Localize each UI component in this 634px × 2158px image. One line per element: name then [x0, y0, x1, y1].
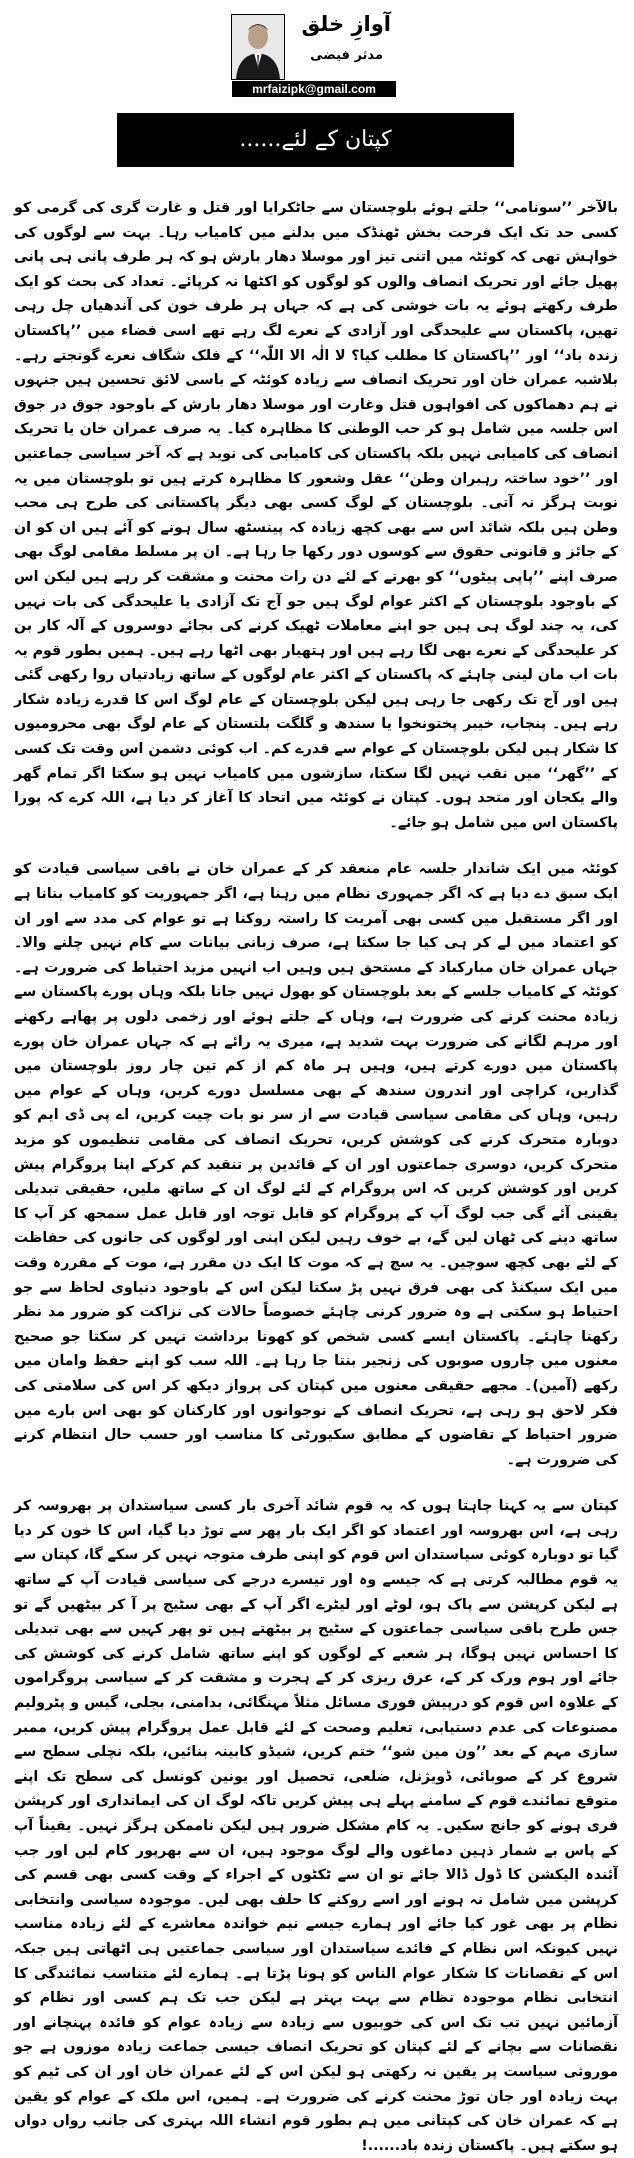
article-body [14, 196, 618, 2158]
paragraph: کپتان سے یہ کہنا چاہتا ہوں کہ یہ قوم شائد آخری بار کسی سیاستدان پر بھروسہ کر رہی ہے، اس بھروسہ اور اعتماد کو اگر ایک بار پھر سے توڑ دیا گیا، اس کا خون کر دیا گیا تو دوبارہ کوئی سیاستدان اس قوم کو اپنی طرف متوجہ نہیں کر سکے گا، کپتان سے یہ قوم مطالبہ کرتی ہے کہ جیسے وہ اور تیسرے درجے کی سیاسی قیادت آپ کے ساتھ ہے لیکن کرپشن سے پاک ہو، لوٹے اور لیٹرے اگر آپ کے بھی سٹیج پر آ کر بیٹھیں گے تو جس طرح باقی سیاسی جماعتوں کے سٹیج پر بیٹھتے ہیں تو پھر کہیں سے بھی تبدیلی کا احساس نہیں ہوگا، ہر شعبے کے لوگوں کو اپنے ساتھ شامل کرنے کی کوشش کی جائے اور ہوم ورک کر کے، عرق ریزی کر کے ہجرت و مشقت کر کے سیاسی پروگراموں کے علاوہ اس قوم کو درپیش فوری مسائل مثلاً مہنگائی، بدامنی، بجلی، گیس و پٹرولیم مصنوعات کی عدم دستیابی، تعلیم وصحت کے لئے قابل عمل پروگرام پیش کریں، ممبر سازی مہم کے بعد ’’ون مین شو‘‘ ختم کریں، شیڈو کابینہ بنائیں، بلکہ نچلی سطح سے شروع کر کے صوبائی، ڈویژنل، ضلعی، تحصیل اور یونین کونسل کی سطح تک اپنے متوقع نمائندے قوم کے سامنے پہلے ہی پیش کریں تاکہ لوگ ان کی ایمانداری اور کرپشن فری ہونے کو جانچ سکیں۔ یہ کام مشکل ضرور ہیں لیکن ناممکن ہرگز نہیں۔ یقیناً آپ کے پاس بے شمار ذہین دماغوں والے لوگ موجود ہیں، ان سے بھرپور کام لیں اور جب آئندہ الیکشن کا ڈول ڈالا جائے تو ان سے ٹکٹوں کے اجراء کے وقت کسی بھی قسم کی کرپشن میں شامل نہ ہونے اور اسے روکنے کا حلف بھی لیں۔ موجودہ سیاسی وانتخابی نظام پر بھی غور کیا جائے اور ہمارے جیسے نیم خواندہ معاشرے کے لئے زیادہ مناسب نہیں کیونکہ اس نظام کے فائدے سیاستدان اور سیاسی جماعتیں ہی اٹھاتی ہیں جبکہ اس کے نقصانات کا شکار عوام الناس کو ہونا پڑتا ہے۔ ہمارے لئے متناسب نمائندگی کا انتخابی نظام موجودہ نظام سے بہت بہتر ہے لیکن جب تک ہم کسی اور نظام کو آزمائیں نہیں تب تک اس کی خوبیوں سے زیادہ سے زیادہ عوام کو فائدہ پہنچانے اور نقصانات سے بچانے کے لئے کپتان کو تحریک انصاف جیسی جماعت زیادہ موزوں ہے جو موروثی سیاست پر یقین نہ رکھتی ہو لیکن اس کے لئے عمران خان اور ان کی ٹیم کو بہت زیادہ اور جان توڑ محنت کرنے کی ضرورت ہے۔ ہمیں، اس ملک کے عوام کو یقین ہے کہ عمران خان کی کپتانی میں ہم بطور قوم انشاء اللہ بہتری کی جانب رواں دواں ہو سکتے ہیں۔ پاکستان زندہ باد......! [14, 1498, 618, 2154]
author-photo-icon [232, 15, 284, 79]
column-header [231, 14, 397, 80]
paragraph: بالآخر ’’سونامی‘‘ جلتے ہوئے بلوچستان سے جاٹکرایا اور قتل و غارت گری کی گرمی کو کسی حد تک ایک فرحت بخش ٹھنڈک میں بدلنے میں کامیاب رہا۔ بہت سے لوگوں کی خواہش تھی کہ کوئٹہ میں اتنی تیز اور موسلا دھار بارش ہو کہ ہر طرف پانی ہی پانی پھیل جائے اور تحریک انصاف والوں کو لوگوں کو اکٹھا نہ کرپائے۔ تعداد کی بحث کو ایک طرف رکھتے ہوئے یہ بات خوشی کی ہے کہ جہاں ہر طرف خون کی آندھیاں چل رہی تھیں، پاکستان سے علیحدگی اور آزادی کے نعرے لگ رہے تھے اسی فضاء میں ’’پاکستان زندہ باد‘‘ اور ’’پاکستان کا مطلب کیا؟ لا الٰہ الا اللّٰہ‘‘ کے فلک شگاف نعرے گونجتے رہے۔ بلاشبہ عمران خان اور تحریک انصاف سے زیادہ کوئٹہ کے باسی لائق تحسین ہیں جنہوں نے ہم دھماکوں کی افواہوں قتل وغارت اور موسلا دھار بارش کے باوجود جوق در جوق اس جلسہ میں شامل ہو کر حب الوطنی کا مظاہرہ کیا۔ یہ صرف عمران خان یا تحریک انصاف کی کامیابی نہیں بلکہ پاکستان کی کامیابی کی نوید ہے کہ آخر سیاسی جماعتیں اور ’’خود ساختہ رہبران وطن‘‘ عقل وشعور کا مظاہرہ کرتے ہیں تو بلوچستان میں یہ نوبت ہرگز نہ آتی۔ بلوچستان کے لوگ کسی بھی دیگر پاکستانی کی طرح ہی محب وطن ہیں بلکہ شائد اس سے بھی کچھ زیادہ کہ پینسٹھ سال ہونے کو آئے ہیں ان کو ان کے جائز و قانونی حقوق سے کوسوں دور رکھا جا رہا ہے۔ ان پر مسلط مقامی لوگ بھی صرف اپنے ’’پاپی پیٹوں‘‘ کو بھرنے کے لئے دن رات محنت و مشقت کر رہے ہیں لیکن اس کے باوجود بلوچستان کے اکثر عوام لوگ ہیں جو آج تک آزادی یا علیحدگی کی بات نہیں کی، یہ چند لوگ ہی ہیں جو اپنے معاملات ٹھیک کرنے کی بجائے دوسروں کے آلہ کار بن کر علیحدگی کے نعرے بھی لگا رہے ہیں اور ہتھیار بھی اٹھا رہے ہیں۔ ہمیں بطور قوم یہ بات اب مان لینی چاہئے کہ پاکستان کے اکثر عام لوگوں کے ساتھ زیادتیاں روا رکھی گئی ہیں اور آج تک رکھی جا رہی ہیں لیکن بلوچستان کے عام لوگ اس کا قدرے زیادہ شکار رہے ہیں۔ پنجاب، خیبر پختونخوا یا سندھ و گلگت بلتستان کے عام لوگ بھی محرومیوں کا شکار ہیں لیکن بلوچستان کے عوام سے قدرے کم۔ اب کوئی دشمن اس وقت تک کسی کے ’’گھر‘‘ میں نقب نہیں لگا سکتا، سازشوں میں کامیاب نہیں ہو سکتا اگر تمام گھر والے یکجان اور متحد ہوں۔ کپتان نے کوئٹہ میں اتحاد کا آغاز کر دیا ہے، اللہ کرے کہ پورا پاکستان اس میں شامل ہو جائے۔ [14, 200, 618, 831]
author-name: مدثر فیضی [310, 48, 383, 63]
author-photo [231, 14, 285, 80]
author-email: mrfaizipk@gmail.com [232, 81, 396, 97]
column-title: آوازِ خلق [301, 12, 391, 36]
headline: کپتان کے لئے...... [239, 127, 392, 152]
paragraph: کوئٹہ میں ایک شاندار جلسہ عام منعقد کر کے عمران خان نے باقی سیاسی قیادت کو ایک سبق دے دیا ہے کہ اگر جمہوری نظام میں رہنا ہے، اگر جمہوریت کو کامیاب بنانا ہے اور اگر مستقبل میں کسی بھی آمریت کا راستہ روکنا ہے تو عوام کی مدد سے اور ان کو اعتماد میں لے کر ہی کیا جا سکتا ہے، صرف زبانی بیانات سے کام نہیں چلنے والا۔ جہاں عمران خان مبارکباد کے مستحق ہیں وہیں اب انہیں مزید احتیاط کی ضرورت ہے۔ کوئٹہ کے کامیاب جلسے کے بعد بلوچستان کو بھول نہیں جانا بلکہ وہاں پورے پاکستان سے زیادہ محنت کرنے کی ضرورت ہے، وہاں کے جلتے ہوئے اور زخمی دلوں پر پھاہے رکھنے اور مرہم لگانے کی ضرورت بہت شدید ہے، میری یہ رائے ہے کہ جہاں عمران خان پورے پاکستان میں دورے کرتے ہیں، وہیں ہر ماہ کم از کم تین چار روز بلوچستان میں گذاریں، کراچی اور اندرون سندھ کے بھی مسلسل دورے کریں، وہاں کے عوام میں رہیں، وہاں کی مقامی سیاسی قیادت سے از سر نو بات چیت کریں، اے پی ڈی ایم کو دوبارہ متحرک کرنے کی کوشش کریں، تحریک انصاف کی مقامی تنظیموں کو مزید متحرک کریں، دوسری جماعتوں اور ان کے قائدین پر تنقید کم کرکے اپنا پروگرام پیش کریں اور کوشش کریں کہ اس پروگرام کے لئے لوگ ان کے ساتھ ملیں، حقیقی تبدیلی یقینی آئے گی جب لوگ آپ کے پروگرام کو قابل توجہ اور قابل عمل سمجھ کر آپ کا ساتھ دینے کی ٹھان لیں گے، بے خوف رہیں لیکن اپنی اور لوگوں کی جانوں کی حفاظت کے لئے بھی کچھ سوچیں۔ یہ سچ ہے کہ موت کا ایک دن مقرر ہے، موت کے مقررہ وقت میں ایک سیکنڈ کی بھی فرق نہیں پڑ سکتا لیکن اس کے باوجود دنیاوی لحاظ سے جو احتیاط ہو سکتی ہے وہ ضرور کرنی چاہئے خصوصاً حالات کی نزاکت کو ضرور مد نظر رکھنا چاہئے۔ پاکستان ایسے کسی شخص کو کھونا برداشت نہیں کر سکتا جو صحیح معنوں میں چاروں صوبوں کی زنجیر بنتا جا رہا ہے۔ اللہ سب کو اپنے حفظ وامان میں رکھے (آمین)۔ مجھے حقیقی معنوں میں کپتان کی پرواز دیکھ کر اس کی سلامتی کی فکر لاحق ہو رہی ہے، تحریک انصاف کے نوجوانوں اور کارکنان کو بھی اس بارے میں ضرور احتیاط کے تقاضوں کے مطابق سکیورٹی کا مناسب اور حسب حال انتظام کرنے کی ضرورت ہے۔ [14, 861, 618, 1468]
headline-box [117, 113, 514, 167]
